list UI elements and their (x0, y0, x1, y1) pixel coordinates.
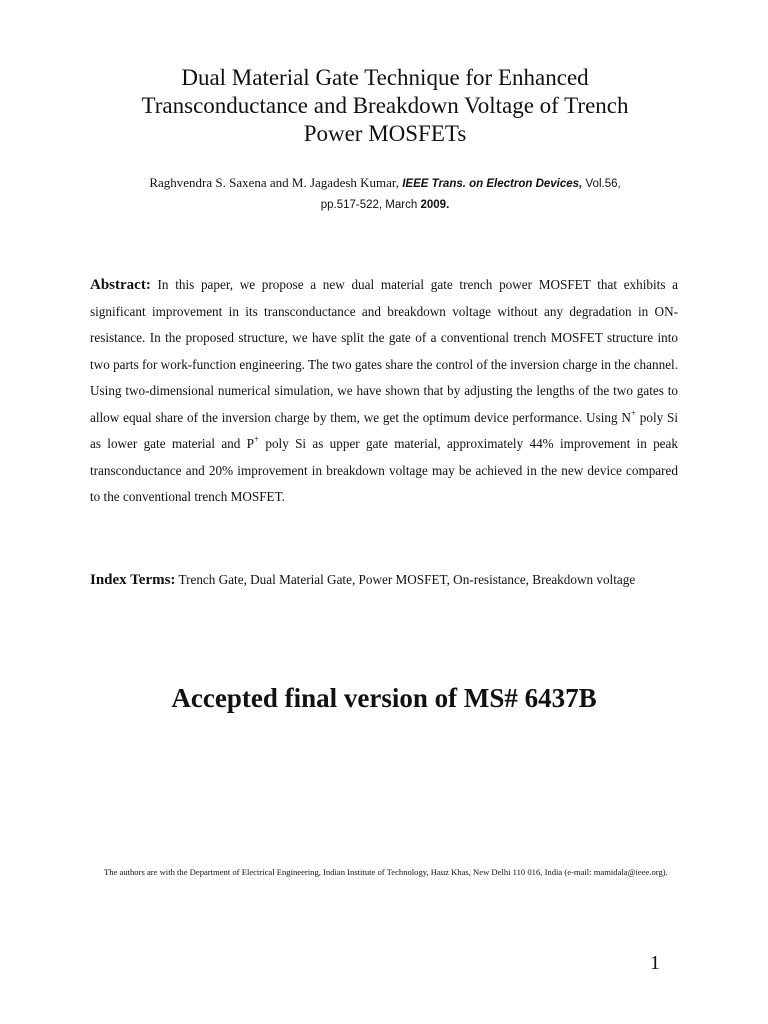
journal-volume: Vol.56, (585, 178, 621, 190)
author-names: Raghvendra S. Saxena and M. Jagadesh Kumar, (149, 175, 399, 190)
paper-title (90, 64, 680, 148)
abstract-text-2: poly Si as lower gate material and P (90, 409, 678, 451)
title-line-2: Transconductance and Breakdown Voltage of Trench (141, 93, 629, 118)
journal-year: 2009. (420, 199, 450, 211)
abstract-text-1: In this paper, we propose a new dual material gate trench power MOSFET that exhibits a significant improvement in its transconductance and breakdown voltage without any degradation in ON-resistance. In the proposed structure, we have split the gate of a conventional trench MOSFET structure into two parts for work-function engineering. The two gates share the control of the inversion charge in the channel. Using two-dimensional numerical simulation, we have shown that by adjusting the lengths of the two gates to allow equal share of the inversion charge by them, we get the optimum device performance. Using N (90, 277, 679, 425)
index-terms (90, 571, 690, 589)
author-footnote: The authors are with the Department of Electrical Engineering, Indian Institute of Technology, Hauz Khas, New Delhi 110 016, India (e-mail: mamidala@ieee.org). (104, 867, 668, 877)
abstract-text-3: poly Si as upper gate material, approximately 44% improvement in peak transconductance and 20% improvement in breakdown voltage may be achieved in the new device compared to the conventional trench MOSFET. (90, 436, 678, 504)
author-citation (80, 173, 690, 215)
abstract (90, 272, 678, 511)
accepted-version-notice: Accepted final version of MS# 6437B (171, 683, 597, 713)
journal-name: IEEE Trans. on Electron Devices, (402, 178, 583, 190)
journal-pages-date: pp.517-522, March (320, 199, 418, 211)
page-number: 1 (650, 952, 660, 974)
abstract-label: Abstract: (90, 277, 151, 293)
index-terms-text: Trench Gate, Dual Material Gate, Power MOSFET, On-resistance, Breakdown voltage (178, 572, 636, 587)
index-terms-label: Index Terms: (90, 572, 176, 588)
superscript-plus: + (254, 434, 260, 444)
superscript-plus: + (630, 407, 636, 418)
title-line-3: Power MOSFETs (303, 121, 467, 146)
title-line-1: Dual Material Gate Technique for Enhanced (181, 65, 589, 90)
